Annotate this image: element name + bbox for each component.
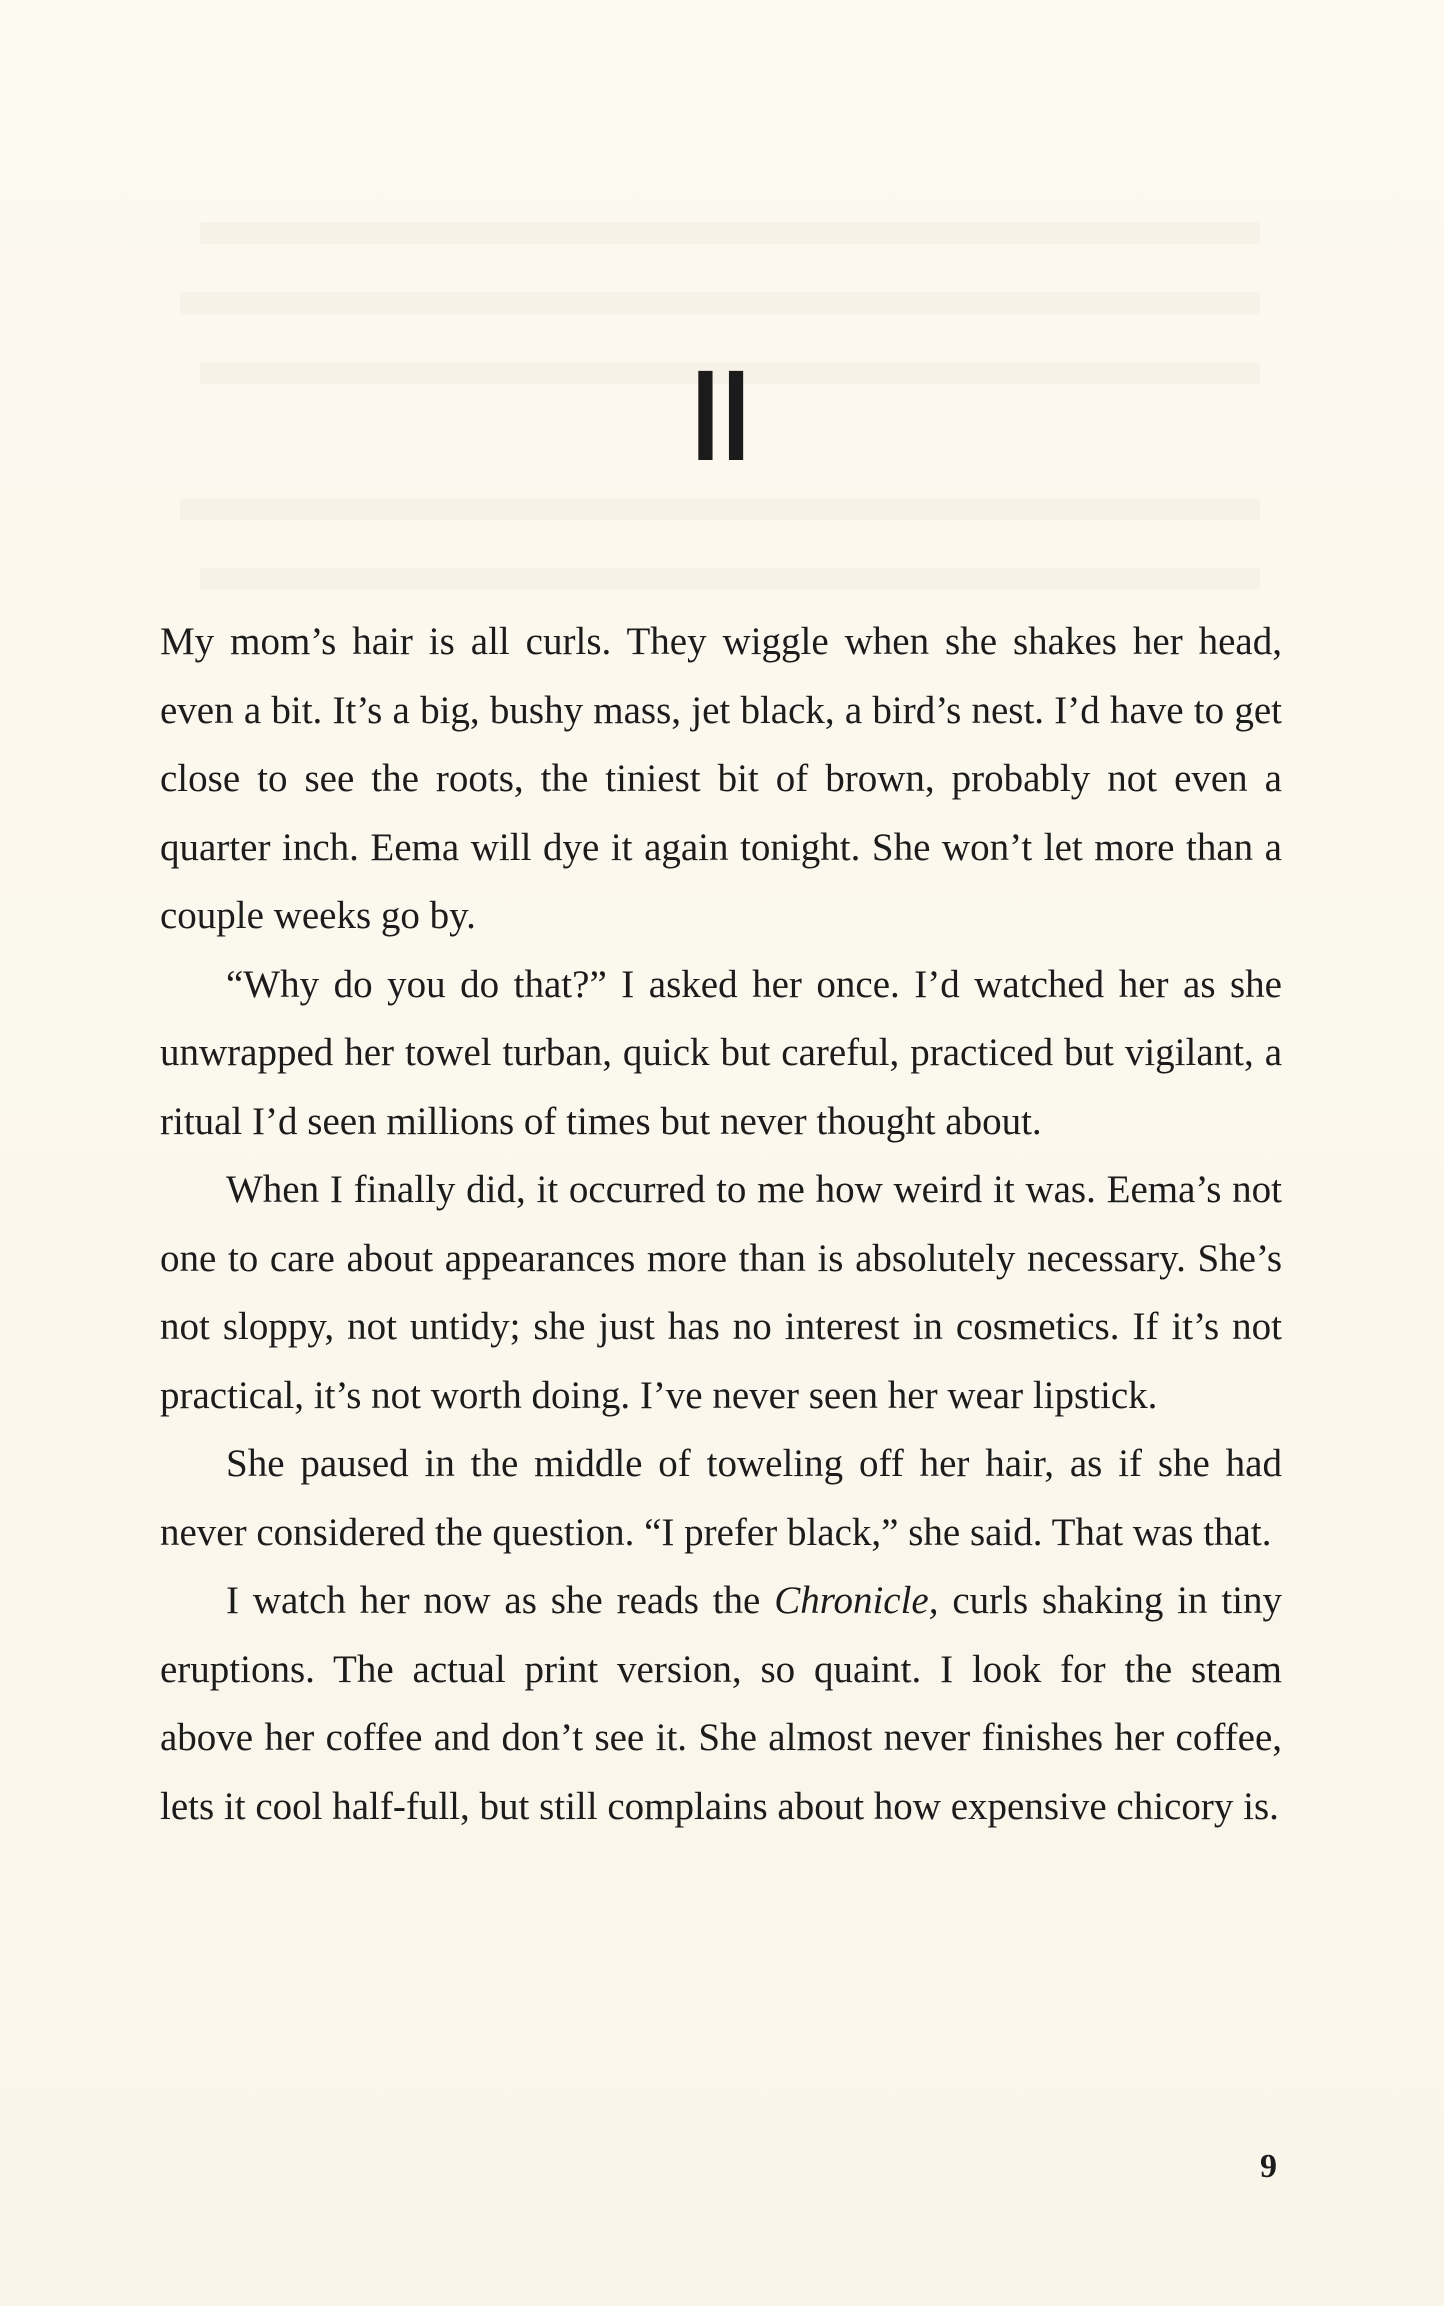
- bleed-through-mark: [200, 568, 1260, 590]
- page-number: 9: [1260, 2148, 1277, 2185]
- paragraph-text: curls shaking in tiny eruptions. The actual print version, so quaint. I look for the steam above her coffee and don’t see it. She almost never finishes her coffee, lets it cool half-full, but still complains about how expensive chicory is.: [160, 1579, 1282, 1828]
- paragraph: When I finally did, it occurred to me how weird it was. Eema’s not one to care about appearances more than is absolutely necessary. She’s not sloppy, not untidy; she just has no interest in cosmetics. If it’s not practical, it’s not worth doing. I’ve never seen her wear lipstick.: [160, 1168, 1282, 1417]
- bleed-through-mark: [180, 498, 1260, 520]
- paragraph: [160, 1567, 1282, 1841]
- chapter-number: II: [691, 347, 753, 489]
- body-text: [160, 608, 1282, 1841]
- paragraph: She paused in the middle of toweling off her hair, as if she had never considered the question. “I prefer black,” she said. That was that.: [160, 1442, 1282, 1554]
- newspaper-title: Chronicle,: [774, 1579, 939, 1622]
- paragraph: “Why do you do that?” I asked her once. I’d watched her as she unwrapped her towel turban, quick but careful, practiced but vigilant, a ritual I’d seen millions of times but never thought about.: [160, 962, 1282, 1143]
- paragraph: My mom’s hair is all curls. They wiggle when she shakes her head, even a bit. It’s a big, bushy mass, jet black, a bird’s nest. I’d have to get close to see the roots, the tiniest bit of brown, probably not even a quarter inch. Eema will dye it again tonight. She won’t let more than a couple weeks go by.: [160, 620, 1282, 937]
- paragraph-text: I watch her now as she reads the: [226, 1579, 775, 1622]
- bleed-through-mark: [200, 222, 1260, 244]
- bleed-through-mark: [180, 292, 1260, 314]
